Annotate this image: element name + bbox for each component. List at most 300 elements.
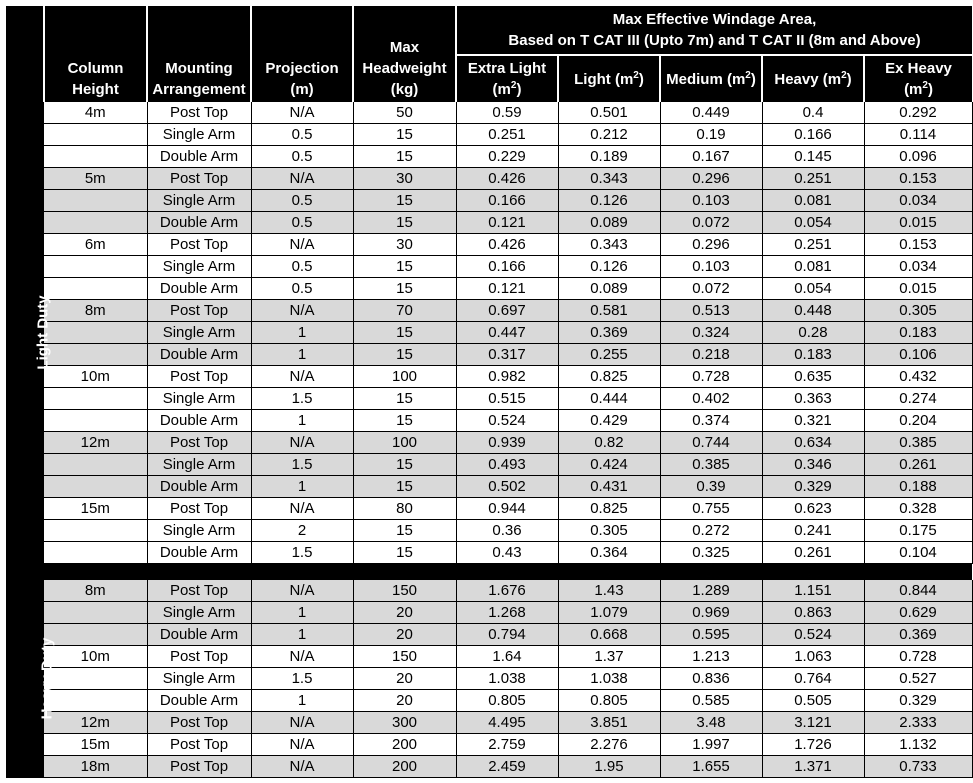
cell-heavy-area: 0.623	[762, 498, 864, 520]
cell-max-headweight: 15	[353, 520, 456, 542]
cell-ex-heavy-area: 0.175	[864, 520, 972, 542]
cell-projection: N/A	[251, 432, 353, 454]
cell-light-area: 1.079	[558, 602, 660, 624]
table-row	[6, 102, 972, 124]
cell-extra-light-area: 0.166	[456, 190, 558, 212]
cell-ex-heavy-area: 0.114	[864, 124, 972, 146]
cell-extra-light-area: 0.121	[456, 212, 558, 234]
cell-projection: N/A	[251, 580, 353, 602]
table-row	[6, 690, 972, 712]
cell-ex-heavy-area: 0.153	[864, 168, 972, 190]
cell-max-headweight: 50	[353, 102, 456, 124]
cell-heavy-area: 0.081	[762, 256, 864, 278]
cell-mounting-arrangement: Post Top	[147, 712, 251, 734]
cell-medium-area: 0.296	[660, 168, 762, 190]
cell-medium-area: 1.289	[660, 580, 762, 602]
cell-extra-light-area: 0.317	[456, 344, 558, 366]
cell-heavy-area: 0.081	[762, 190, 864, 212]
cell-ex-heavy-area: 0.329	[864, 690, 972, 712]
table-row	[6, 476, 972, 498]
cell-max-headweight: 20	[353, 624, 456, 646]
cell-projection: 0.5	[251, 146, 353, 168]
cell-projection: N/A	[251, 498, 353, 520]
cell-extra-light-area: 0.43	[456, 542, 558, 564]
cell-column-height: 18m	[44, 756, 147, 778]
table-row	[6, 234, 972, 256]
cell-mounting-arrangement: Post Top	[147, 432, 251, 454]
cell-ex-heavy-area: 0.385	[864, 432, 972, 454]
cell-ex-heavy-area: 0.015	[864, 278, 972, 300]
cell-light-area: 0.805	[558, 690, 660, 712]
cell-extra-light-area: 0.982	[456, 366, 558, 388]
cell-light-area: 0.431	[558, 476, 660, 498]
cell-max-headweight: 15	[353, 124, 456, 146]
cell-ex-heavy-area: 0.432	[864, 366, 972, 388]
cell-extra-light-area: 0.515	[456, 388, 558, 410]
cell-medium-area: 0.513	[660, 300, 762, 322]
cell-max-headweight: 15	[353, 542, 456, 564]
cell-mounting-arrangement: Post Top	[147, 102, 251, 124]
cell-extra-light-area: 0.251	[456, 124, 558, 146]
cell-heavy-area: 0.363	[762, 388, 864, 410]
cell-projection: 0.5	[251, 212, 353, 234]
cell-extra-light-area: 4.495	[456, 712, 558, 734]
header-projection: Projection (m)	[251, 6, 353, 102]
cell-light-area: 1.37	[558, 646, 660, 668]
cell-column-height: 4m	[44, 102, 147, 124]
cell-ex-heavy-area: 0.183	[864, 322, 972, 344]
cell-projection: 1.5	[251, 668, 353, 690]
cell-medium-area: 0.167	[660, 146, 762, 168]
cell-heavy-area: 0.4	[762, 102, 864, 124]
cell-extra-light-area: 0.944	[456, 498, 558, 520]
cell-extra-light-area: 0.426	[456, 168, 558, 190]
cell-medium-area: 0.103	[660, 190, 762, 212]
cell-mounting-arrangement: Post Top	[147, 366, 251, 388]
cell-extra-light-area: 1.64	[456, 646, 558, 668]
table-row	[6, 388, 972, 410]
cell-extra-light-area: 0.939	[456, 432, 558, 454]
header-light: Light $(m^2)$	[558, 55, 660, 102]
table-row	[6, 712, 972, 734]
cell-light-area: 0.82	[558, 432, 660, 454]
cell-light-area: 0.089	[558, 212, 660, 234]
cell-medium-area: 1.997	[660, 734, 762, 756]
header-mounting-arrangement: Mounting Arrangement	[147, 6, 251, 102]
table-row	[6, 322, 972, 344]
cell-mounting-arrangement: Single Arm	[147, 668, 251, 690]
cell-medium-area: 0.19	[660, 124, 762, 146]
cell-column-height	[44, 668, 147, 690]
cell-column-height: 12m	[44, 712, 147, 734]
cell-ex-heavy-area: 0.733	[864, 756, 972, 778]
cell-light-area: 0.126	[558, 256, 660, 278]
cell-max-headweight: 30	[353, 168, 456, 190]
cell-column-height	[44, 624, 147, 646]
cell-projection: N/A	[251, 712, 353, 734]
cell-light-area: 0.429	[558, 410, 660, 432]
cell-light-area: 0.343	[558, 234, 660, 256]
cell-mounting-arrangement: Double Arm	[147, 212, 251, 234]
cell-light-area: 0.668	[558, 624, 660, 646]
cell-column-height: 15m	[44, 498, 147, 520]
cell-projection: N/A	[251, 646, 353, 668]
cell-medium-area: 1.213	[660, 646, 762, 668]
cell-light-area: 0.825	[558, 366, 660, 388]
cell-medium-area: 0.449	[660, 102, 762, 124]
cell-mounting-arrangement: Double Arm	[147, 146, 251, 168]
table-row	[6, 668, 972, 690]
table-row	[6, 124, 972, 146]
cell-projection: 1.5	[251, 542, 353, 564]
cell-column-height	[44, 388, 147, 410]
cell-column-height: 8m	[44, 580, 147, 602]
cell-heavy-area: 0.524	[762, 624, 864, 646]
cell-light-area: 0.212	[558, 124, 660, 146]
cell-heavy-area: 0.448	[762, 300, 864, 322]
cell-medium-area: 0.374	[660, 410, 762, 432]
cell-max-headweight: 20	[353, 602, 456, 624]
cell-projection: 2	[251, 520, 353, 542]
cell-ex-heavy-area: 0.728	[864, 646, 972, 668]
cell-light-area: 0.581	[558, 300, 660, 322]
cell-column-height: 12m	[44, 432, 147, 454]
cell-mounting-arrangement: Post Top	[147, 300, 251, 322]
table-row	[6, 756, 972, 778]
cell-light-area: 1.95	[558, 756, 660, 778]
section-label	[6, 580, 56, 778]
cell-max-headweight: 300	[353, 712, 456, 734]
cell-light-area: 0.126	[558, 190, 660, 212]
cell-extra-light-area: 0.502	[456, 476, 558, 498]
cell-column-height	[44, 602, 147, 624]
cell-ex-heavy-area: 0.034	[864, 190, 972, 212]
table-row	[6, 212, 972, 234]
header-windage-group: Max Effective Windage Area, Based on T CAT III (Upto 7m) and T CAT II (8m and Above)	[456, 6, 972, 55]
table-row	[6, 646, 972, 668]
cell-max-headweight: 15	[353, 344, 456, 366]
cell-ex-heavy-area: 0.015	[864, 212, 972, 234]
cell-max-headweight: 30	[353, 234, 456, 256]
cell-medium-area: 0.325	[660, 542, 762, 564]
cell-medium-area: 1.655	[660, 756, 762, 778]
cell-heavy-area: 0.634	[762, 432, 864, 454]
cell-mounting-arrangement: Single Arm	[147, 124, 251, 146]
cell-column-height: 6m	[44, 234, 147, 256]
cell-max-headweight: 70	[353, 300, 456, 322]
cell-projection: 1	[251, 690, 353, 712]
section-label-text: Light Duty	[34, 295, 52, 370]
section-label-text: Heavy Duty	[38, 637, 56, 720]
cell-ex-heavy-area: 2.333	[864, 712, 972, 734]
cell-column-height	[44, 322, 147, 344]
cell-heavy-area: 1.063	[762, 646, 864, 668]
cell-mounting-arrangement: Double Arm	[147, 624, 251, 646]
cell-mounting-arrangement: Post Top	[147, 734, 251, 756]
table-row	[6, 168, 972, 190]
cell-heavy-area: 0.329	[762, 476, 864, 498]
cell-ex-heavy-area: 0.153	[864, 234, 972, 256]
cell-ex-heavy-area: 0.274	[864, 388, 972, 410]
cell-ex-heavy-area: 1.132	[864, 734, 972, 756]
header-extra-light: Extra Light $(m^2)$	[456, 55, 558, 102]
cell-max-headweight: 15	[353, 410, 456, 432]
cell-ex-heavy-area: 0.629	[864, 602, 972, 624]
cell-heavy-area: 0.764	[762, 668, 864, 690]
header-heavy: Heavy $(m^2)$	[762, 55, 864, 102]
cell-mounting-arrangement: Double Arm	[147, 344, 251, 366]
cell-heavy-area: 0.505	[762, 690, 864, 712]
cell-extra-light-area: 0.524	[456, 410, 558, 432]
cell-light-area: 0.089	[558, 278, 660, 300]
table-row	[6, 410, 972, 432]
cell-ex-heavy-area: 0.104	[864, 542, 972, 564]
table-row	[6, 602, 972, 624]
table-row	[6, 146, 972, 168]
windage-table-sheet	[6, 6, 972, 778]
cell-extra-light-area: 0.36	[456, 520, 558, 542]
cell-column-height	[44, 146, 147, 168]
cell-mounting-arrangement: Single Arm	[147, 322, 251, 344]
table-row	[6, 542, 972, 564]
cell-column-height	[44, 690, 147, 712]
cell-ex-heavy-area: 0.328	[864, 498, 972, 520]
cell-projection: 1	[251, 410, 353, 432]
cell-medium-area: 0.272	[660, 520, 762, 542]
table-header	[6, 6, 972, 102]
cell-medium-area: 3.48	[660, 712, 762, 734]
cell-ex-heavy-area: 0.188	[864, 476, 972, 498]
cell-extra-light-area: 1.038	[456, 668, 558, 690]
cell-medium-area: 0.385	[660, 454, 762, 476]
cell-max-headweight: 15	[353, 388, 456, 410]
cell-column-height	[44, 256, 147, 278]
cell-column-height: 8m	[44, 300, 147, 322]
cell-light-area: 2.276	[558, 734, 660, 756]
cell-mounting-arrangement: Double Arm	[147, 278, 251, 300]
header-corner	[6, 6, 44, 102]
cell-projection: 1.5	[251, 454, 353, 476]
cell-mounting-arrangement: Post Top	[147, 234, 251, 256]
cell-column-height: 10m	[44, 646, 147, 668]
cell-medium-area: 0.744	[660, 432, 762, 454]
cell-column-height	[44, 344, 147, 366]
cell-mounting-arrangement: Post Top	[147, 646, 251, 668]
header-column-height: Column Height	[44, 6, 147, 102]
cell-max-headweight: 15	[353, 454, 456, 476]
cell-heavy-area: 0.635	[762, 366, 864, 388]
cell-max-headweight: 15	[353, 212, 456, 234]
cell-extra-light-area: 0.697	[456, 300, 558, 322]
cell-extra-light-area: 0.447	[456, 322, 558, 344]
table-row	[6, 624, 972, 646]
cell-mounting-arrangement: Post Top	[147, 756, 251, 778]
cell-column-height	[44, 542, 147, 564]
cell-medium-area: 0.072	[660, 278, 762, 300]
cell-heavy-area: 0.346	[762, 454, 864, 476]
cell-mounting-arrangement: Post Top	[147, 580, 251, 602]
cell-ex-heavy-area: 0.527	[864, 668, 972, 690]
table-row	[6, 300, 972, 322]
cell-mounting-arrangement: Single Arm	[147, 190, 251, 212]
cell-max-headweight: 20	[353, 668, 456, 690]
cell-extra-light-area: 2.459	[456, 756, 558, 778]
table-row	[6, 278, 972, 300]
cell-light-area: 0.305	[558, 520, 660, 542]
table-row	[6, 256, 972, 278]
cell-light-area: 1.038	[558, 668, 660, 690]
cell-heavy-area: 1.371	[762, 756, 864, 778]
cell-projection: 0.5	[251, 278, 353, 300]
cell-light-area: 1.43	[558, 580, 660, 602]
cell-mounting-arrangement: Double Arm	[147, 476, 251, 498]
cell-extra-light-area: 0.794	[456, 624, 558, 646]
cell-mounting-arrangement: Post Top	[147, 498, 251, 520]
section-label	[6, 102, 52, 564]
cell-medium-area: 0.402	[660, 388, 762, 410]
cell-max-headweight: 15	[353, 190, 456, 212]
cell-projection: 0.5	[251, 124, 353, 146]
cell-extra-light-area: 0.805	[456, 690, 558, 712]
cell-light-area: 0.444	[558, 388, 660, 410]
cell-projection: N/A	[251, 102, 353, 124]
cell-heavy-area: 1.151	[762, 580, 864, 602]
cell-projection: 1	[251, 344, 353, 366]
cell-heavy-area: 1.726	[762, 734, 864, 756]
cell-ex-heavy-area: 0.305	[864, 300, 972, 322]
cell-medium-area: 0.103	[660, 256, 762, 278]
cell-heavy-area: 0.863	[762, 602, 864, 624]
cell-heavy-area: 0.251	[762, 168, 864, 190]
cell-projection: 0.5	[251, 190, 353, 212]
cell-projection: N/A	[251, 234, 353, 256]
cell-ex-heavy-area: 0.844	[864, 580, 972, 602]
cell-column-height	[44, 278, 147, 300]
cell-medium-area: 0.728	[660, 366, 762, 388]
table-row	[6, 454, 972, 476]
cell-max-headweight: 15	[353, 476, 456, 498]
table-row	[6, 432, 972, 454]
cell-ex-heavy-area: 0.261	[864, 454, 972, 476]
cell-mounting-arrangement: Post Top	[147, 168, 251, 190]
cell-medium-area: 0.218	[660, 344, 762, 366]
cell-medium-area: 0.969	[660, 602, 762, 624]
cell-column-height: 15m	[44, 734, 147, 756]
cell-heavy-area: 0.183	[762, 344, 864, 366]
cell-projection: 1	[251, 624, 353, 646]
cell-heavy-area: 0.054	[762, 212, 864, 234]
cell-projection: N/A	[251, 366, 353, 388]
cell-heavy-area: 0.145	[762, 146, 864, 168]
cell-heavy-area: 0.321	[762, 410, 864, 432]
cell-medium-area: 0.585	[660, 690, 762, 712]
cell-ex-heavy-area: 0.204	[864, 410, 972, 432]
cell-column-height	[44, 520, 147, 542]
cell-extra-light-area: 0.59	[456, 102, 558, 124]
cell-medium-area: 0.595	[660, 624, 762, 646]
cell-medium-area: 0.39	[660, 476, 762, 498]
table-row	[6, 580, 972, 602]
cell-extra-light-area: 2.759	[456, 734, 558, 756]
heavy-duty-section	[6, 580, 972, 778]
table-row	[6, 344, 972, 366]
cell-max-headweight: 200	[353, 734, 456, 756]
cell-max-headweight: 150	[353, 646, 456, 668]
cell-ex-heavy-area: 0.096	[864, 146, 972, 168]
cell-mounting-arrangement: Single Arm	[147, 388, 251, 410]
cell-projection: 1	[251, 602, 353, 624]
cell-projection: 0.5	[251, 256, 353, 278]
cell-mounting-arrangement: Double Arm	[147, 410, 251, 432]
cell-extra-light-area: 1.676	[456, 580, 558, 602]
cell-heavy-area: 0.054	[762, 278, 864, 300]
cell-ex-heavy-area: 0.292	[864, 102, 972, 124]
cell-mounting-arrangement: Single Arm	[147, 520, 251, 542]
cell-extra-light-area: 1.268	[456, 602, 558, 624]
header-ex-heavy: Ex Heavy $(m^2)$	[864, 55, 972, 102]
cell-column-height	[44, 212, 147, 234]
cell-ex-heavy-area: 0.106	[864, 344, 972, 366]
cell-max-headweight: 100	[353, 432, 456, 454]
table-row	[6, 520, 972, 542]
cell-heavy-area: 0.166	[762, 124, 864, 146]
cell-heavy-area: 0.28	[762, 322, 864, 344]
cell-medium-area: 0.755	[660, 498, 762, 520]
table-row	[6, 498, 972, 520]
cell-column-height	[44, 454, 147, 476]
header-medium: Medium $(m^2)$	[660, 55, 762, 102]
table-row	[6, 366, 972, 388]
header-max-headweight: Max Headweight (kg)	[353, 6, 456, 102]
cell-heavy-area: 0.251	[762, 234, 864, 256]
cell-projection: 1	[251, 476, 353, 498]
cell-max-headweight: 200	[353, 756, 456, 778]
cell-light-area: 0.369	[558, 322, 660, 344]
cell-max-headweight: 80	[353, 498, 456, 520]
cell-extra-light-area: 0.493	[456, 454, 558, 476]
cell-projection: N/A	[251, 300, 353, 322]
cell-column-height	[44, 476, 147, 498]
cell-projection: 1	[251, 322, 353, 344]
cell-mounting-arrangement: Single Arm	[147, 256, 251, 278]
cell-light-area: 0.825	[558, 498, 660, 520]
light-duty-section	[6, 102, 972, 564]
cell-medium-area: 0.072	[660, 212, 762, 234]
cell-light-area: 0.364	[558, 542, 660, 564]
cell-light-area: 0.343	[558, 168, 660, 190]
cell-heavy-area: 3.121	[762, 712, 864, 734]
cell-max-headweight: 15	[353, 278, 456, 300]
cell-ex-heavy-area: 0.369	[864, 624, 972, 646]
cell-projection: N/A	[251, 168, 353, 190]
cell-heavy-area: 0.261	[762, 542, 864, 564]
cell-medium-area: 0.324	[660, 322, 762, 344]
cell-mounting-arrangement: Double Arm	[147, 690, 251, 712]
table-row	[6, 190, 972, 212]
cell-light-area: 3.851	[558, 712, 660, 734]
cell-medium-area: 0.296	[660, 234, 762, 256]
cell-mounting-arrangement: Double Arm	[147, 542, 251, 564]
cell-ex-heavy-area: 0.034	[864, 256, 972, 278]
cell-light-area: 0.255	[558, 344, 660, 366]
cell-mounting-arrangement: Single Arm	[147, 454, 251, 476]
cell-column-height: 5m	[44, 168, 147, 190]
windage-table	[6, 6, 973, 778]
cell-max-headweight: 15	[353, 256, 456, 278]
cell-extra-light-area: 0.426	[456, 234, 558, 256]
separator-bar	[6, 564, 972, 581]
cell-mounting-arrangement: Single Arm	[147, 602, 251, 624]
